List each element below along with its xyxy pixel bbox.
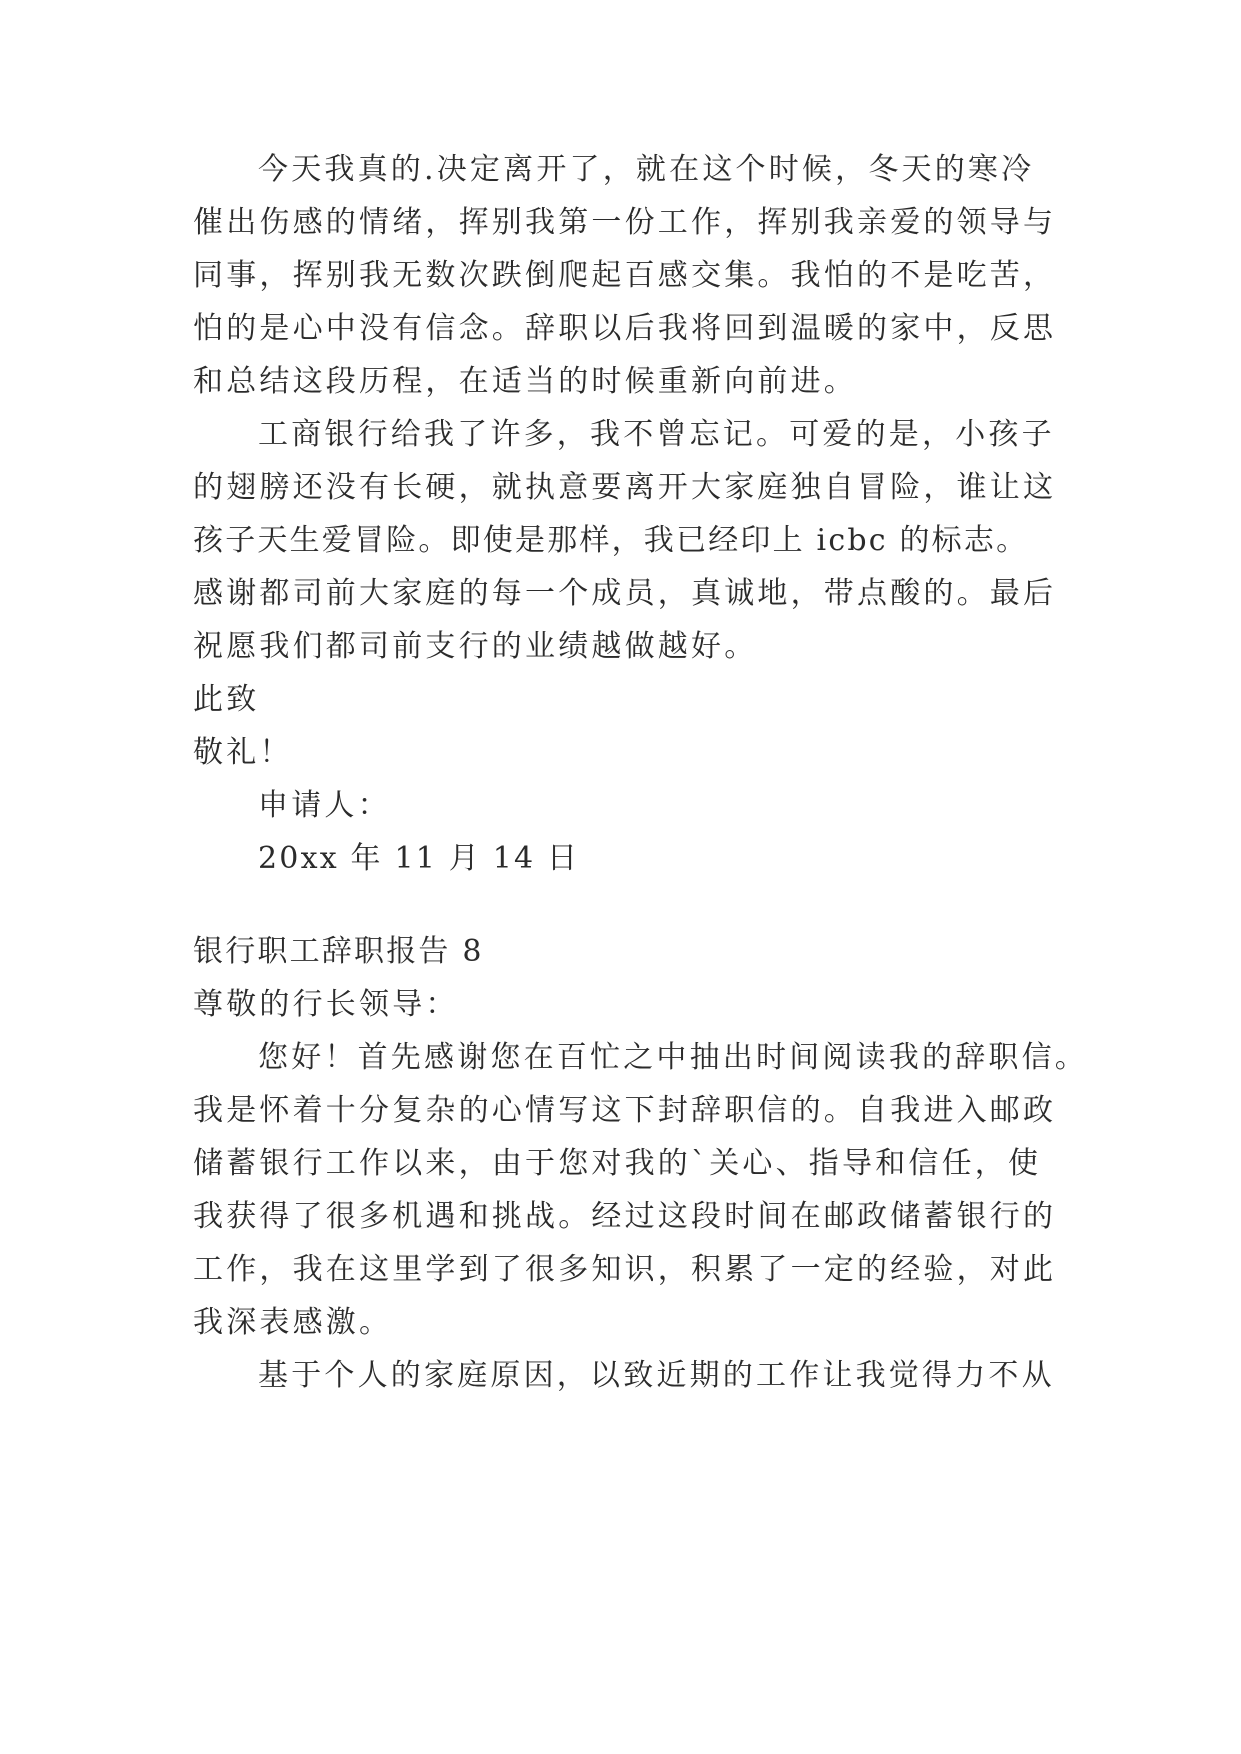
paragraph-line: 我是怀着十分复杂的心情写这下封辞职信的。自我进入邮政: [193, 1093, 1057, 1128]
paragraph-line: 孩子天生爱冒险。即使是那样，我已经印上 icbc 的标志。: [193, 523, 1029, 558]
applicant-label: 申请人：: [258, 788, 391, 823]
paragraph-line: 储蓄银行工作以来，由于您对我的`关心、指导和信任，使: [193, 1146, 1042, 1181]
closing-regards: 敬礼！: [193, 735, 293, 770]
paragraph-line: 工商银行给我了许多，我不曾忘记。可爱的是，小孩子: [258, 417, 1055, 452]
paragraph-line: 怕的是心中没有信念。辞职以后我将回到温暖的家中，反思: [193, 311, 1057, 346]
paragraph-line: 祝愿我们都司前支行的业绩越做越好。: [193, 629, 758, 664]
paragraph-line: 和总结这段历程，在适当的时候重新向前进。: [193, 364, 857, 399]
paragraph-line: 催出伤感的情绪，挥别我第一份工作，挥别我亲爱的领导与: [193, 205, 1057, 240]
paragraph-line: 我获得了很多机遇和挑战。经过这段时间在邮政储蓄银行的: [193, 1199, 1057, 1234]
paragraph-line: 同事，挥别我无数次跌倒爬起百感交集。我怕的不是吃苦，: [193, 258, 1057, 293]
closing-salutation: 此致: [193, 682, 260, 717]
paragraph-line: 基于个人的家庭原因，以致近期的工作让我觉得力不从: [258, 1358, 1055, 1393]
section-title: 银行职工辞职报告 8: [193, 934, 484, 969]
paragraph-line: 我深表感激。: [193, 1305, 393, 1340]
paragraph-line: 感谢都司前大家庭的每一个成员，真诚地，带点酸的。最后: [193, 576, 1057, 611]
paragraph-line: 的翅膀还没有长硬，就执意要离开大家庭独自冒险，谁让这: [193, 470, 1057, 505]
paragraph-line: 您好！首先感谢您在百忙之中抽出时间阅读我的辞职信。: [258, 1040, 1088, 1075]
letter-date: 20xx 年 11 月 14 日: [258, 841, 580, 876]
paragraph-line: 今天我真的.决定离开了，就在这个时候，冬天的寒冷: [258, 152, 1035, 187]
letter-salutation: 尊敬的行长领导：: [193, 987, 459, 1022]
paragraph-line: 工作，我在这里学到了很多知识，积累了一定的经验，对此: [193, 1252, 1057, 1287]
